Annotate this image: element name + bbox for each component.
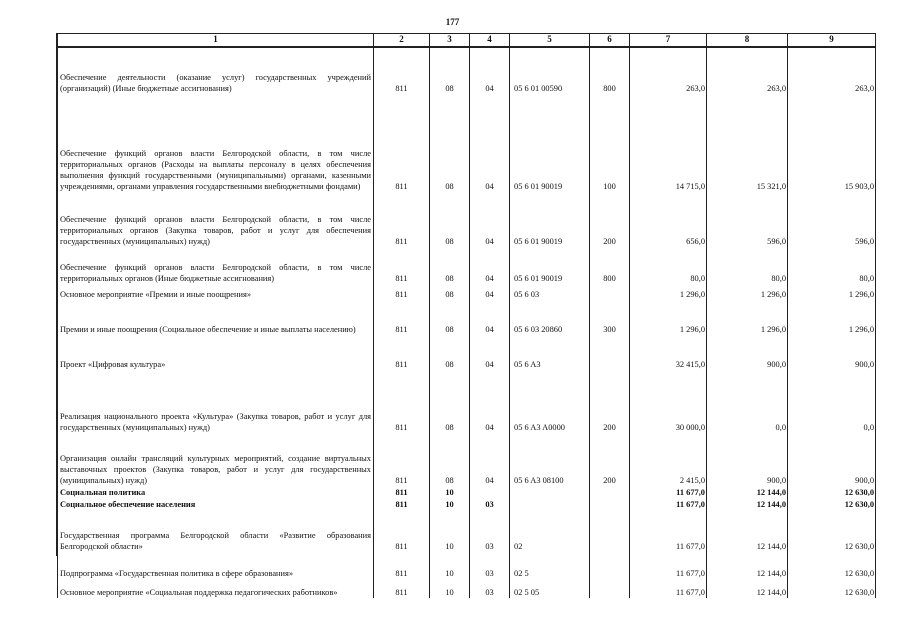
cell-amount: 596,0	[707, 192, 788, 247]
cell-name: Основное мероприятие «Премии и иные поощрения»	[58, 284, 374, 300]
column-header: 4	[470, 34, 510, 47]
cell-code: 811	[374, 284, 430, 300]
table-row	[58, 579, 876, 598]
cell-name: Основное мероприятие «Социальная поддержка педагогических работников»	[58, 579, 374, 598]
cell-target-article: 05 6 03 20860	[510, 300, 590, 335]
cell-section: 10	[430, 579, 470, 598]
cell-section: 10	[430, 510, 470, 552]
cell-target-article: 05 6 A3 A0000	[510, 370, 590, 433]
cell-name: Обеспечение функций органов власти Белгородской области, в том числе территориальных органов (Иные бюджетные ассигнования)	[58, 247, 374, 284]
cell-expense-type	[590, 486, 630, 498]
cell-section: 08	[430, 370, 470, 433]
cell-section: 08	[430, 192, 470, 247]
cell-target-article: 05 6 03	[510, 284, 590, 300]
cell-section: 08	[430, 335, 470, 370]
cell-amount: 12 144,0	[707, 510, 788, 552]
cell-subsection: 03	[470, 552, 510, 579]
cell-amount: 12 144,0	[707, 498, 788, 510]
cell-code: 811	[374, 192, 430, 247]
cell-subsection: 04	[470, 47, 510, 94]
cell-name: Обеспечение функций органов власти Белгородской области, в том числе территориальных органов (Закупка товаров, работ и услуг для обеспечения государственных (муниципальных) нужд)	[58, 192, 374, 247]
budget-table-sheet	[56, 33, 876, 597]
cell-amount: 11 677,0	[630, 486, 707, 498]
cell-expense-type: 300	[590, 300, 630, 335]
table-row	[58, 47, 876, 94]
cell-amount: 12 630,0	[788, 498, 876, 510]
cell-target-article: 05 6 A3	[510, 335, 590, 370]
cell-subsection: 04	[470, 335, 510, 370]
column-header: 3	[430, 34, 470, 47]
budget-table	[57, 33, 876, 598]
cell-target-article: 02 5	[510, 552, 590, 579]
cell-amount: 1 296,0	[707, 300, 788, 335]
cell-amount: 12 144,0	[707, 579, 788, 598]
cell-target-article	[510, 498, 590, 510]
cell-subsection: 04	[470, 300, 510, 335]
cell-amount: 14 715,0	[630, 94, 707, 192]
cell-expense-type: 200	[590, 370, 630, 433]
table-row	[58, 335, 876, 370]
cell-code: 811	[374, 370, 430, 433]
cell-subsection: 04	[470, 94, 510, 192]
cell-amount: 30 000,0	[630, 370, 707, 433]
cell-code: 811	[374, 94, 430, 192]
cell-expense-type	[590, 498, 630, 510]
column-header: 7	[630, 34, 707, 47]
cell-code: 811	[374, 498, 430, 510]
cell-code: 811	[374, 300, 430, 335]
cell-section: 08	[430, 300, 470, 335]
cell-subsection: 03	[470, 579, 510, 598]
cell-name: Реализация национального проекта «Культура» (Закупка товаров, работ и услуг для государственных (муниципальных) нужд)	[58, 370, 374, 433]
cell-amount: 12 630,0	[788, 552, 876, 579]
cell-name: Подпрограмма «Государственная политика в сфере образования»	[58, 552, 374, 579]
cell-subsection: 04	[470, 247, 510, 284]
cell-amount: 15 903,0	[788, 94, 876, 192]
cell-expense-type: 800	[590, 247, 630, 284]
cell-target-article: 02 5 05	[510, 579, 590, 598]
cell-name: Государственная программа Белгородской области «Развитие образования Белгородской области»	[58, 510, 374, 552]
cell-code: 811	[374, 552, 430, 579]
cell-amount: 656,0	[630, 192, 707, 247]
cell-section: 10	[430, 486, 470, 498]
table-row	[58, 94, 876, 192]
cell-amount: 0,0	[707, 370, 788, 433]
cell-expense-type: 200	[590, 192, 630, 247]
cell-expense-type	[590, 552, 630, 579]
cell-target-article: 05 6 01 90019	[510, 94, 590, 192]
cell-expense-type: 200	[590, 433, 630, 486]
cell-subsection: 04	[470, 370, 510, 433]
table-row	[58, 486, 876, 498]
cell-subsection: 03	[470, 510, 510, 552]
cell-amount: 11 677,0	[630, 510, 707, 552]
cell-amount: 263,0	[788, 47, 876, 94]
table-header-row	[58, 34, 876, 47]
cell-code: 811	[374, 47, 430, 94]
cell-amount: 80,0	[788, 247, 876, 284]
cell-target-article: 05 6 01 00590	[510, 47, 590, 94]
table-row	[58, 370, 876, 433]
table-row	[58, 552, 876, 579]
cell-name: Социальная политика	[58, 486, 374, 498]
table-row	[58, 192, 876, 247]
cell-name: Социальное обеспечение населения	[58, 498, 374, 510]
cell-expense-type	[590, 335, 630, 370]
cell-expense-type: 800	[590, 47, 630, 94]
cell-amount: 900,0	[788, 433, 876, 486]
cell-amount: 15 321,0	[707, 94, 788, 192]
cell-expense-type	[590, 510, 630, 552]
cell-name: Обеспечение функций органов власти Белгородской области, в том числе территориальных органов (Расходы на выплаты персоналу в целях обеспечения выполнения функций государственными (муниципальными) органами, казенными учреждениями, органами управления государственными внебюджетными фондами)	[58, 94, 374, 192]
cell-amount: 1 296,0	[630, 300, 707, 335]
cell-amount: 1 296,0	[630, 284, 707, 300]
table-row	[58, 300, 876, 335]
cell-amount: 12 144,0	[707, 486, 788, 498]
cell-name: Обеспечение деятельности (оказание услуг) государственных учреждений (организаций) (Иные бюджетные ассигнования)	[58, 47, 374, 94]
cell-amount: 2 415,0	[630, 433, 707, 486]
cell-section: 10	[430, 498, 470, 510]
cell-subsection: 04	[470, 284, 510, 300]
cell-name: Премии и иные поощрения (Социальное обеспечение и иные выплаты населению)	[58, 300, 374, 335]
cell-subsection: 04	[470, 192, 510, 247]
cell-target-article: 05 6 A3 08100	[510, 433, 590, 486]
cell-amount: 900,0	[788, 335, 876, 370]
column-header: 1	[58, 34, 374, 47]
cell-subsection: 03	[470, 498, 510, 510]
cell-amount: 263,0	[630, 47, 707, 94]
cell-amount: 1 296,0	[788, 284, 876, 300]
cell-section: 08	[430, 247, 470, 284]
cell-target-article: 02	[510, 510, 590, 552]
cell-expense-type	[590, 579, 630, 598]
cell-target-article: 05 6 01 90019	[510, 247, 590, 284]
cell-subsection	[470, 486, 510, 498]
cell-code: 811	[374, 433, 430, 486]
cell-code: 811	[374, 335, 430, 370]
cell-amount: 11 677,0	[630, 579, 707, 598]
table-row	[58, 510, 876, 552]
cell-amount: 12 630,0	[788, 579, 876, 598]
cell-expense-type	[590, 284, 630, 300]
cell-name: Организация онлайн трансляций культурных мероприятий, создание виртуальных выставочных проектов (Закупка товаров, работ и услуг для государственных (муниципальных) нужд)	[58, 433, 374, 486]
cell-amount: 900,0	[707, 335, 788, 370]
cell-target-article: 05 6 01 90019	[510, 192, 590, 247]
cell-amount: 80,0	[630, 247, 707, 284]
cell-amount: 12 630,0	[788, 510, 876, 552]
column-header: 8	[707, 34, 788, 47]
cell-amount: 12 144,0	[707, 552, 788, 579]
cell-amount: 1 296,0	[707, 284, 788, 300]
table-row	[58, 284, 876, 300]
cell-name: Проект «Цифровая культура»	[58, 335, 374, 370]
cell-expense-type: 100	[590, 94, 630, 192]
table-body	[58, 47, 876, 598]
cell-amount: 0,0	[788, 370, 876, 433]
cell-amount: 1 296,0	[788, 300, 876, 335]
column-header: 5	[510, 34, 590, 47]
cell-code: 811	[374, 579, 430, 598]
cell-section: 08	[430, 47, 470, 94]
cell-code: 811	[374, 510, 430, 552]
page-number: 177	[445, 17, 460, 27]
cell-code: 811	[374, 486, 430, 498]
table-row	[58, 433, 876, 486]
cell-code: 811	[374, 247, 430, 284]
table-row	[58, 498, 876, 510]
column-header: 9	[788, 34, 876, 47]
cell-amount: 11 677,0	[630, 552, 707, 579]
column-header: 2	[374, 34, 430, 47]
cell-target-article	[510, 486, 590, 498]
cell-amount: 80,0	[707, 247, 788, 284]
cell-amount: 32 415,0	[630, 335, 707, 370]
table-row	[58, 247, 876, 284]
cell-amount: 12 630,0	[788, 486, 876, 498]
cell-section: 08	[430, 284, 470, 300]
cell-amount: 263,0	[707, 47, 788, 94]
cell-subsection: 04	[470, 433, 510, 486]
column-header: 6	[590, 34, 630, 47]
cell-amount: 11 677,0	[630, 498, 707, 510]
cell-section: 08	[430, 94, 470, 192]
cell-section: 10	[430, 552, 470, 579]
cell-amount: 900,0	[707, 433, 788, 486]
cell-amount: 596,0	[788, 192, 876, 247]
cell-section: 08	[430, 433, 470, 486]
